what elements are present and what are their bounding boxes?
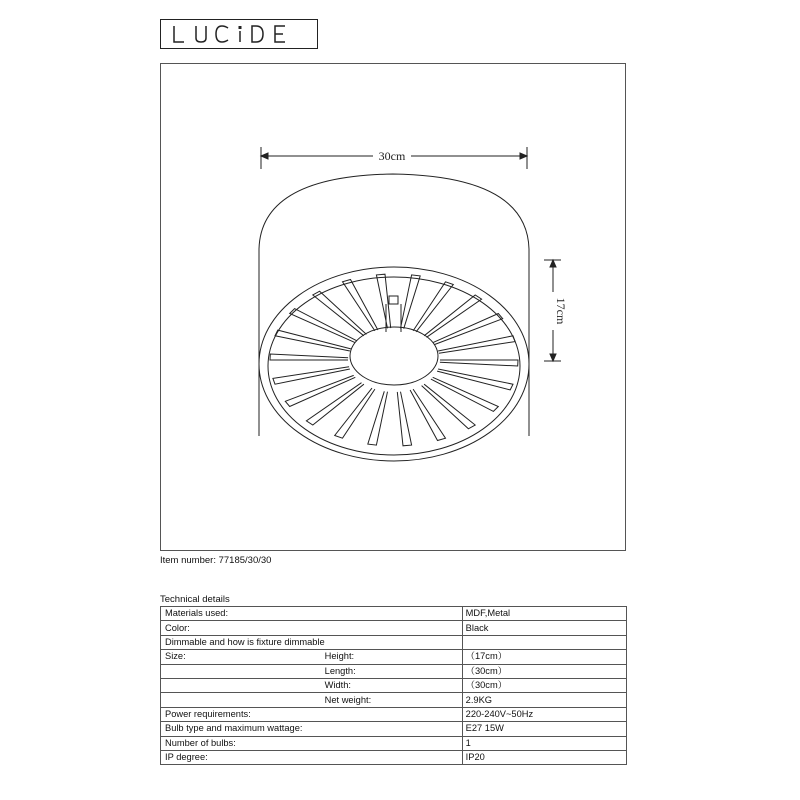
slat	[275, 330, 351, 351]
spec-row	[161, 707, 627, 721]
slat	[401, 275, 421, 329]
spec-label: Color:	[161, 621, 325, 635]
spec-value: E27 15W	[462, 722, 626, 736]
spec-sublabel	[325, 607, 463, 621]
spec-label: IP degree:	[161, 750, 325, 764]
spec-sublabel	[325, 621, 463, 635]
spec-row	[161, 621, 627, 635]
spec-sublabel	[325, 635, 463, 649]
spec-sublabel: Net weight:	[325, 693, 463, 707]
slat	[313, 291, 367, 336]
spec-row	[161, 722, 627, 736]
spec-sublabel	[325, 750, 463, 764]
spec-sublabel: Width:	[325, 678, 463, 692]
spec-row	[161, 607, 627, 621]
slat	[422, 384, 476, 429]
slat	[397, 392, 411, 446]
slat	[440, 360, 518, 366]
spec-row	[161, 736, 627, 750]
radial-slats	[270, 274, 518, 446]
spec-value: 2.9KG	[462, 693, 626, 707]
slat	[413, 282, 453, 332]
spec-label	[161, 664, 325, 678]
item-number: Item number: 77185/30/30	[160, 555, 272, 566]
width-dimension-label: 30cm	[378, 149, 406, 163]
spec-sublabel	[325, 722, 463, 736]
spec-value: IP20	[462, 750, 626, 764]
spec-value: （30cm）	[462, 664, 626, 678]
spec-label	[161, 693, 325, 707]
spec-label	[161, 678, 325, 692]
technical-details-title: Technical details	[160, 594, 230, 605]
spec-sublabel	[325, 736, 463, 750]
spec-row	[161, 635, 627, 649]
spec-row	[161, 693, 627, 707]
spec-label: Bulb type and maximum wattage:	[161, 722, 325, 736]
spec-row	[161, 750, 627, 764]
brand-logo	[160, 19, 318, 49]
slat	[335, 388, 375, 438]
spec-sublabel: Length:	[325, 664, 463, 678]
height-dimension-label: 17cm	[554, 297, 568, 325]
spec-value: 220-240V~50Hz	[462, 707, 626, 721]
technical-drawing	[160, 63, 626, 551]
spec-label: Size:	[161, 650, 325, 664]
spec-row	[161, 678, 627, 692]
spec-value: （30cm）	[462, 678, 626, 692]
spec-label: Number of bulbs:	[161, 736, 325, 750]
spec-row	[161, 664, 627, 678]
slat	[437, 369, 513, 390]
slat	[431, 377, 498, 411]
spec-value	[462, 635, 626, 649]
lamp-line-drawing	[161, 64, 627, 552]
spec-value: （17cm）	[462, 650, 626, 664]
spec-value: Black	[462, 621, 626, 635]
spec-row	[161, 650, 627, 664]
spec-value: 1	[462, 736, 626, 750]
slat	[270, 354, 348, 360]
spec-label: Dimmable and how is fixture dimmable	[161, 635, 325, 649]
spec-label: Power requirements:	[161, 707, 325, 721]
slat	[368, 391, 388, 445]
spec-sublabel: Height:	[325, 650, 463, 664]
specs-table	[160, 606, 627, 765]
lucide-wordmark	[164, 23, 314, 45]
spec-sublabel	[325, 707, 463, 721]
spec-label: Materials used:	[161, 607, 325, 621]
spec-value: MDF,Metal	[462, 607, 626, 621]
slat	[290, 309, 357, 343]
